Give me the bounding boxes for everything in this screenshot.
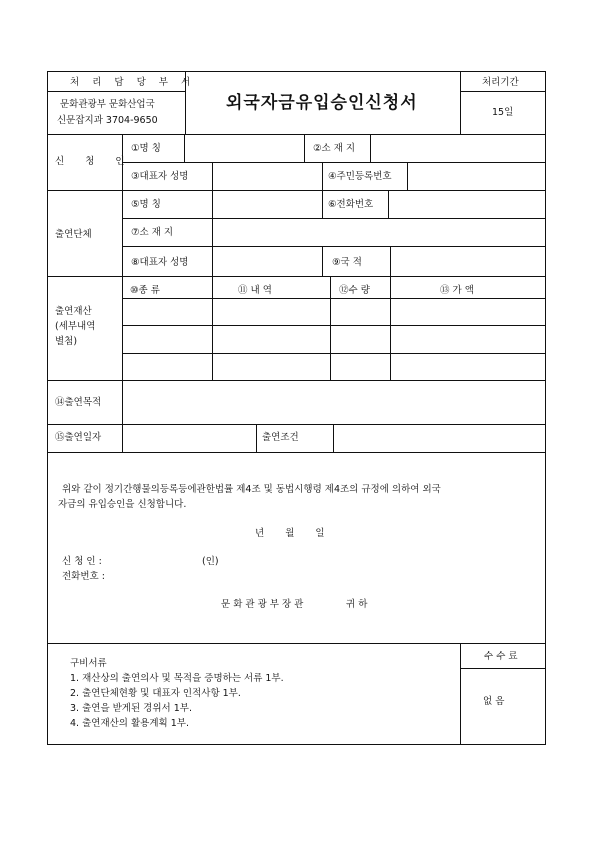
property-section-line2: (세부내역 [55, 321, 96, 332]
org-rep-label: ⑧대표자 성명 [131, 257, 189, 268]
date-line: 년 월 일 [255, 528, 325, 539]
fee-label: 수 수 료 [484, 651, 518, 662]
fee-value: 없 음 [483, 696, 505, 707]
fee-divider-h [460, 668, 546, 669]
cell-line [256, 424, 257, 452]
period-divider-h [460, 91, 546, 92]
applicant-name-field[interactable] [184, 134, 304, 162]
applicant-name-label: ①명 칭 [131, 143, 161, 154]
org-name-label: ⑤명 칭 [131, 199, 161, 210]
cell-line [184, 134, 185, 162]
applicant-address-field[interactable] [370, 134, 546, 162]
documents-heading: 구비서류 [70, 658, 107, 669]
cell-line [322, 162, 323, 190]
fee-divider [460, 643, 461, 745]
period-divider [460, 71, 461, 134]
applicant-rep-label: ③대표자 성명 [131, 171, 189, 182]
section-line [47, 452, 546, 453]
purpose-field[interactable] [122, 380, 546, 424]
seal-mark: (인) [202, 556, 219, 567]
org-phone-field[interactable] [388, 190, 546, 218]
col-value: ⑬ 가 액 [440, 285, 474, 296]
cell-line [304, 134, 305, 162]
phone-label: 전화번호 : [62, 571, 105, 582]
table-row[interactable] [122, 353, 546, 380]
condition-field[interactable] [333, 424, 546, 452]
dept-contact: 신문잡지과 3704-9650 [57, 115, 158, 126]
date-field[interactable] [122, 424, 256, 452]
phone-field[interactable] [122, 567, 272, 583]
list-item: 3. 출연을 받게된 경위서 1부. [70, 703, 192, 714]
page-title: 외국자금유입승인신청서 [226, 93, 418, 113]
section-line [47, 276, 546, 277]
signer-label: 신 청 인 : [62, 556, 102, 567]
dept-label: 처 리 담 당 부 서 [70, 77, 196, 88]
applicant-id-field[interactable] [407, 162, 546, 190]
section-line [47, 643, 546, 644]
period-value: 15일 [492, 107, 514, 118]
org-nation-field[interactable] [390, 246, 546, 276]
addressee: 문 화 관 광 부 장 관 [221, 599, 304, 610]
statement-line2: 자금의 유입승인을 신청합니다. [58, 499, 187, 510]
statement-line1: 위와 같이 정기간행물의등록등에관한법률 제4조 및 동법시행령 제4조의 규정에 의하여 외국 [62, 484, 441, 495]
list-item: 1. 재산상의 출연의사 및 목적을 증명하는 서류 1부. [70, 673, 284, 684]
applicant-id-label: ④주민등록번호 [328, 171, 392, 182]
cell-line [322, 190, 323, 218]
col-type: ⑩종 류 [130, 285, 160, 296]
col-detail: ⑪ 내 역 [238, 285, 272, 296]
list-item: 2. 출연단체현황 및 대표자 인적사항 1부. [70, 688, 241, 699]
org-address-field[interactable] [212, 218, 546, 246]
table-row[interactable] [122, 298, 546, 325]
org-rep-field[interactable] [212, 246, 322, 276]
purpose-label: ⑭출연목적 [55, 397, 102, 408]
table-row[interactable] [122, 325, 546, 353]
condition-label: 출연조건 [262, 432, 299, 443]
dept-divider [47, 91, 186, 92]
applicant-rep-field[interactable] [212, 162, 322, 190]
org-phone-label: ⑥전화번호 [328, 199, 374, 210]
period-label: 처리기간 [482, 77, 519, 88]
honorific: 귀 하 [346, 599, 368, 610]
org-name-field[interactable] [212, 190, 322, 218]
property-section-line3: 별첨) [55, 336, 78, 347]
org-section: 출연단체 [55, 229, 92, 240]
date-label: ⑮출연일자 [55, 432, 102, 443]
dept-name: 문화관광부 문화산업국 [60, 99, 155, 110]
signer-field[interactable] [122, 552, 200, 568]
org-nation-label: ⑨국 적 [332, 257, 362, 268]
list-item: 4. 출연재산의 활용계획 1부. [70, 718, 189, 729]
property-section-line1: 출연재산 [55, 306, 92, 317]
org-address-label: ⑦소 재 지 [131, 227, 174, 238]
applicant-section: 신 청 인 [55, 156, 134, 167]
applicant-address-label: ②소 재 지 [313, 143, 356, 154]
cell-line [322, 246, 323, 276]
col-qty: ⑫수 량 [339, 285, 370, 296]
